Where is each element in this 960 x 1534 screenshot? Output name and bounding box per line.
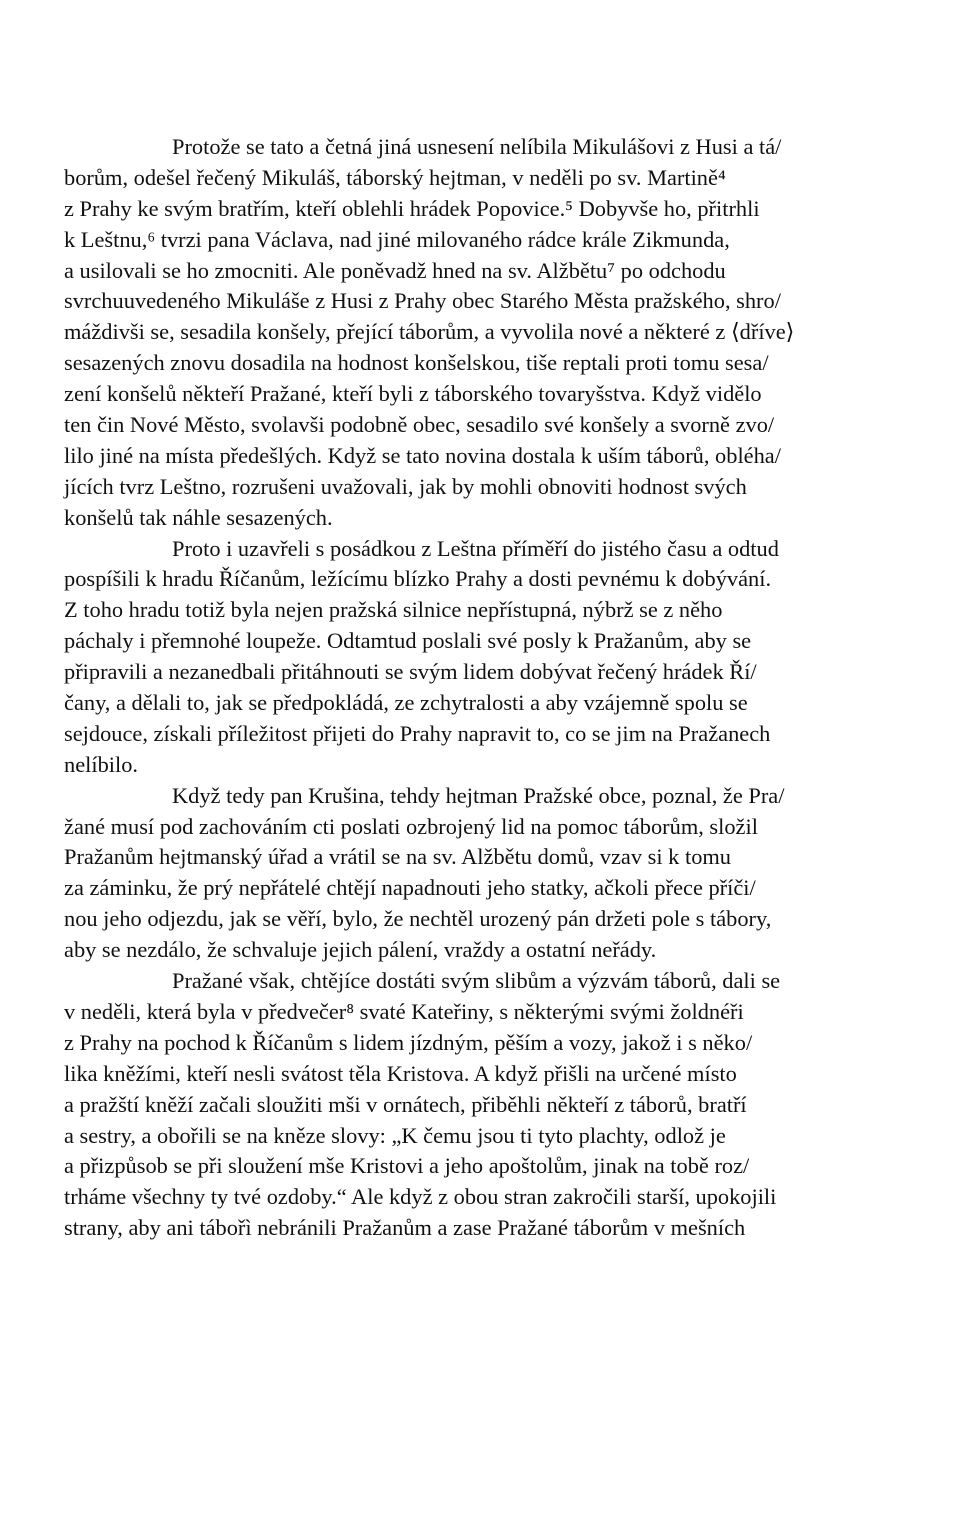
text-line: čany, a dělali to, jak se předpokládá, ze zchytralosti a aby vzájemně spolu se bbox=[64, 690, 748, 716]
text-line: ten čin Nové Město, svolavši podobně obec, sesadilo své konšely a svorně zvo/ bbox=[64, 412, 775, 438]
text-line: zení konšelů někteří Pražané, kteří byli z táborského tovaryšstva. Když vidělo bbox=[64, 381, 762, 407]
text-line: svrchuuvedeného Mikuláše z Husi z Prahy obec Starého Města pražského, shro/ bbox=[64, 288, 781, 314]
paragraph-1 bbox=[64, 132, 894, 534]
page-text bbox=[64, 132, 894, 1244]
text-line: a pražští kněží začali sloužiti mši v ornátech, přiběhli někteří z táborů, bratří bbox=[64, 1091, 747, 1117]
text-line: borům, odešel řečený Mikuláš, táborský hejtman, v neděli po sv. Martině⁴ bbox=[64, 164, 726, 190]
text-line: k Leštnu,⁶ tvrzi pana Václava, nad jiné milovaného rádce krále Zikmunda, bbox=[64, 226, 730, 252]
text-line: aby se nezdálo, že schvaluje jejich pálení, vraždy a ostatní neřády. bbox=[64, 937, 657, 963]
text-line: v neděli, která byla v předvečer⁸ svaté Kateřiny, s některými svými žoldnéři bbox=[64, 998, 744, 1024]
text-line: Pražané však, chtějíce dostáti svým slibům a výzvám táborů, dali se bbox=[172, 968, 781, 994]
text-line: konšelů tak náhle sesazených. bbox=[64, 504, 333, 530]
text-line: lilo jiné na místa předešlých. Když se tato novina dostala k uším táborů, obléha/ bbox=[64, 442, 781, 468]
text-line: trháme všechny ty tvé ozdoby.“ Ale když z obou stran zakročili starší, upokojili bbox=[64, 1184, 777, 1210]
text-line: páchaly i přemnohé loupeže. Odtamtud poslali své posly k Pražanům, aby se bbox=[64, 628, 752, 654]
text-line: sesazených znovu dosadila na hodnost konšelskou, tiše reptali proti tomu sesa/ bbox=[64, 350, 769, 376]
text-line: lika kněžími, kteří nesli svátost těla Kristova. A když přišli na určené místo bbox=[64, 1060, 737, 1086]
text-line: a přizpůsob se při sloužení mše Kristovi a jeho apoštolům, jinak na tobě roz/ bbox=[64, 1153, 750, 1179]
paragraph-4 bbox=[64, 966, 894, 1244]
text-line: z Prahy ke svým bratřím, kteří oblehli hrádek Popovice.⁵ Dobyvše ho, přitrhli bbox=[64, 195, 760, 221]
text-line: nou jeho odjezdu, jak se věří, bylo, že nechtěl urozený pán držeti pole s tábory, bbox=[64, 906, 772, 932]
text-line: Pražanům hejtmanský úřad a vrátil se na sv. Alžbětu domů, vzav si k tomu bbox=[64, 844, 732, 870]
text-line: máždivši se, sesadila konšely, přející táborům, a vyvolila nové a některé z ⟨dříve⟩ bbox=[64, 319, 795, 345]
paragraph-2 bbox=[64, 534, 894, 781]
text-line: žané musí pod zachováním cti poslati ozbrojený lid na pomoc táborům, složil bbox=[64, 813, 758, 839]
text-line: sejdouce, získali příležitost přijeti do Prahy napravit to, co se jim na Pražanech bbox=[64, 720, 771, 746]
text-line: pospíšili k hradu Říčanům, ležícímu blízko Prahy a dosti pevnému k dobývání. bbox=[64, 566, 772, 592]
text-line: jících tvrz Leštno, rozrušeni uvažovali, jak by mohli obnoviti hodnost svých bbox=[64, 473, 747, 499]
text-line: z Prahy na pochod k Říčanům s lidem jízdným, pěším a vozy, jakož i s něko/ bbox=[64, 1029, 753, 1055]
text-line: Protože se tato a četná jiná usnesení nelíbila Mikulášovi z Husi a tá/ bbox=[172, 134, 782, 159]
text-line: Proto i uzavřeli s posádkou z Leštna příměří do jistého času a odtud bbox=[172, 535, 779, 561]
text-line: a usilovali se ho zmocniti. Ale poněvadž hned na sv. Alžbětu⁷ po odchodu bbox=[64, 257, 726, 283]
text-line: připravili a nezanedbali přitáhnouti se svým lidem dobývat řečený hrádek Ří/ bbox=[64, 659, 757, 685]
text-line: za záminku, že prý nepřátelé chtějí napadnouti jeho statky, ačkoli přece příči/ bbox=[64, 875, 756, 901]
text-line: Když tedy pan Krušina, tehdy hejtman Pražské obce, poznal, že Pra/ bbox=[172, 782, 785, 808]
text-line: Z toho hradu totiž byla nejen pražská silnice nepřístupná, nýbrž se z něho bbox=[64, 597, 723, 623]
paragraph-3 bbox=[64, 781, 894, 966]
text-line: strany, aby ani tábořì nebránili Pražanům a zase Pražané táborům v mešních bbox=[64, 1215, 746, 1241]
text-line: a sestry, a obořili se na kněze slovy: „K čemu jsou ti tyto plachty, odlož je bbox=[64, 1122, 726, 1148]
text-line: nelíbilo. bbox=[64, 751, 139, 777]
